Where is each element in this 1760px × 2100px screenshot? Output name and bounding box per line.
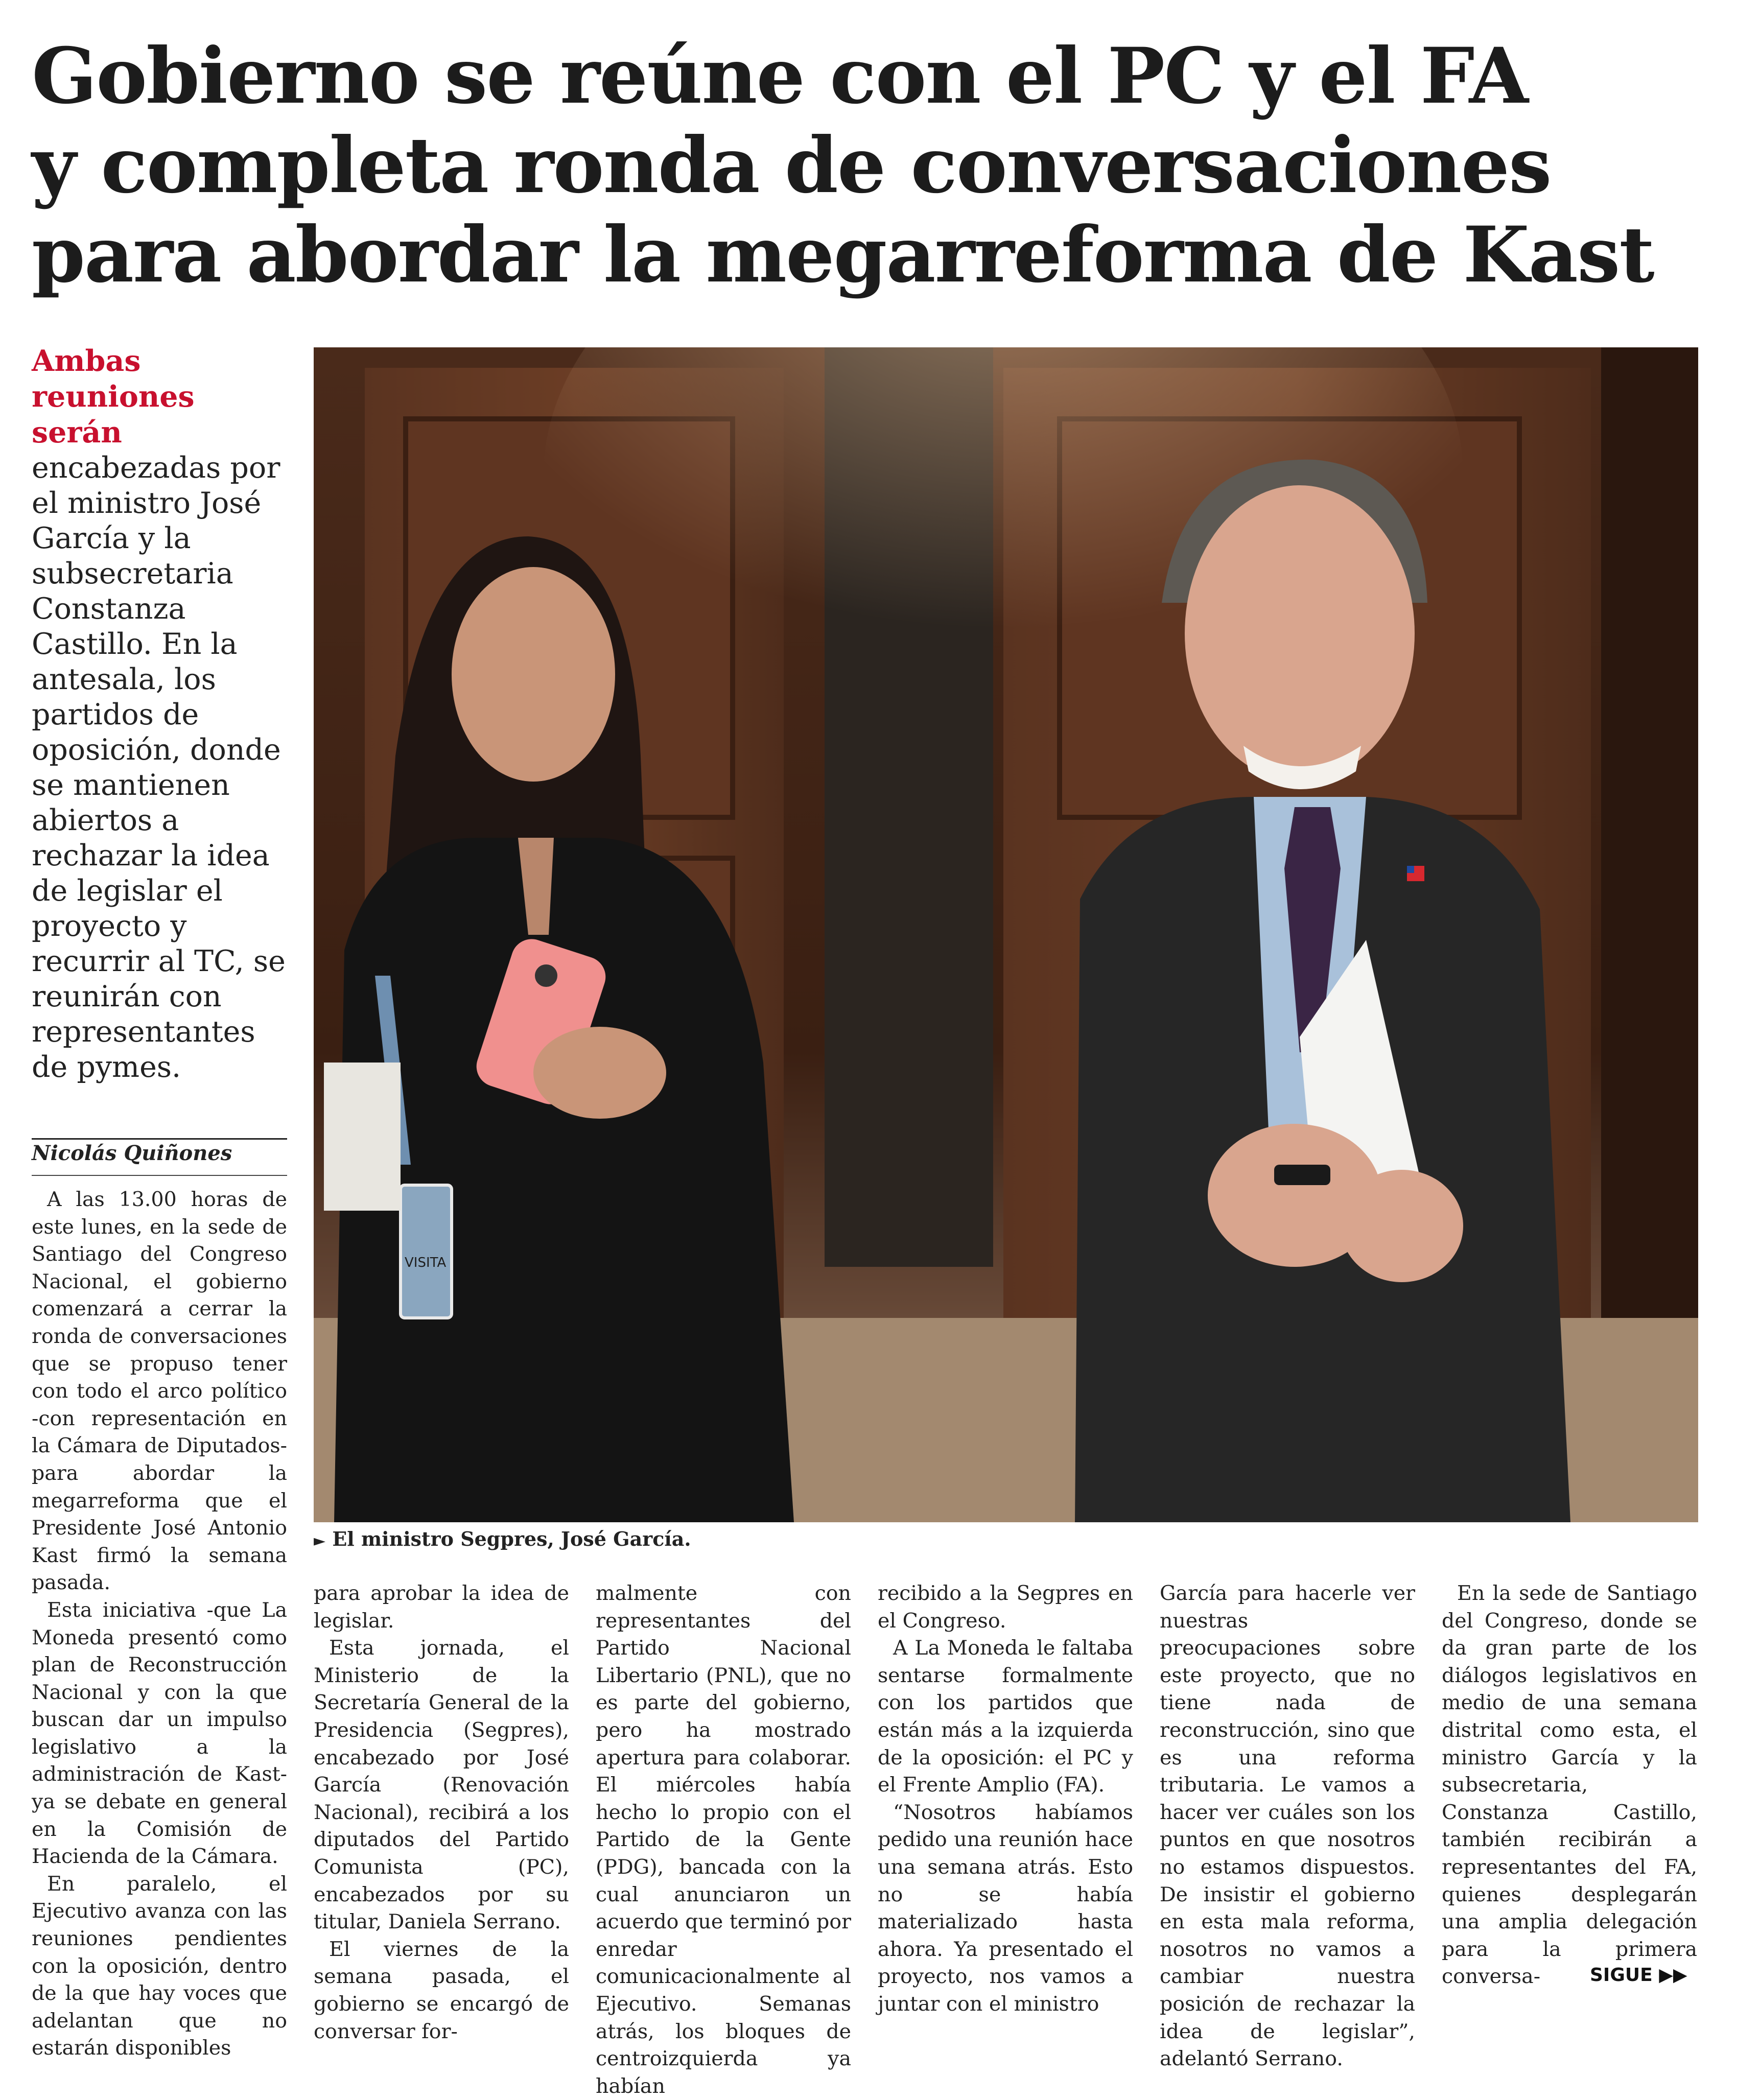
visitor-badge-text: VISITA: [405, 1255, 447, 1270]
caption-marker-icon: ►: [314, 1532, 326, 1550]
body-column-2: [314, 1580, 569, 2045]
byline-rule-top: [32, 1138, 287, 1140]
body-paragraph: El viernes de la semana pasada, el gobierno se encargó de conversar for-: [314, 1937, 569, 2043]
body-paragraph: A La Moneda le faltaba sentarse formalmente con los partidos que están más a la izquierda de la oposición: el PC y el Frente Amplio (FA).: [878, 1636, 1133, 1797]
lead-text: encabezadas por el ministro José García y la subsecretaria Constanza Castillo. En la antesala, los partidos de oposición, donde se mantienen abiertos a rechazar la idea de legislar el proyecto y recurrir al TC, se reunirán con representantes de pymes.: [32, 451, 286, 1084]
body-column-4: [878, 1580, 1133, 2018]
headline-line-3: para abordar la megarreforma de Kast: [32, 210, 1654, 300]
byline-rule-bottom: [32, 1175, 287, 1176]
article-photo: [314, 347, 1698, 1522]
body-column-5: [1160, 1580, 1415, 2073]
headline-line-1: Gobierno se reúne con el PC y el FA: [32, 31, 1528, 121]
continue-indicator: SIGUE ▶▶: [1590, 1965, 1687, 1986]
body-paragraph: Esta iniciativa -que La Moneda presentó como plan de Reconstrucción Nacional y con la que buscan dar un impulso legislativo a la administración de Kast- ya se debate en general en la Comisión de Hacienda de la Cámara.: [32, 1598, 287, 1869]
body-column-6: [1442, 1580, 1697, 1991]
body-paragraph: “Nosotros habíamos pedido una reunión hace una semana atrás. Esto no se había materializado hasta ahora. Ya presentado el proyecto, nos vamos a juntar con el ministro: [878, 1800, 1133, 2016]
body-paragraph: En la sede de Santiago del Congreso, donde se da gran parte de los diálogos legislativos en medio de una semana distrital como esta, el ministro García y la subsecretaria, Constanza Castillo, también recibirán a representantes del FA, quienes desplegarán una amplia delegación para la primera conversa-: [1442, 1582, 1697, 1989]
headline: [32, 32, 1718, 300]
glasses-icon: [1274, 1165, 1330, 1185]
body-paragraph: Esta jornada, el Ministerio de la Secretaría General de la Presidencia (Segpres), encabezado por José García (Renovación Nacional), recibirá a los diputados del Partido Comunista (PC), encabezados por su titular, Daniela Serrano.: [314, 1636, 569, 1934]
caption-text: El ministro Segpres, José García.: [332, 1527, 691, 1550]
body-paragraph: malmente con representantes del Partido Nacional Libertario (PNL), que no es parte del gobierno, pero ha mostrado apertura para colaborar. El miércoles había hecho lo propio con el Partido de la Gente (PDG), bancada con la cual anunciaron un acuerdo que terminó por enredar comunicacionalmente al Ejecutivo. Semanas atrás, los bloques de centroizquierda ya habían: [596, 1582, 851, 2098]
photo-illustration: [314, 347, 1698, 1522]
lead-paragraph: [32, 343, 292, 1085]
body-paragraph: para aprobar la idea de legislar.: [314, 1582, 569, 1633]
body-paragraph: En paralelo, el Ejecutivo avanza con las reuniones pendientes con la oposición, dentro de la que hay voces que adelantan que no estarán disponibles: [32, 1872, 287, 2060]
photo-caption: [314, 1527, 1698, 1550]
body-column-1: [32, 1186, 287, 2062]
lead-kicker: Ambas reuniones serán: [32, 344, 195, 450]
body-paragraph: recibido a la Segpres en el Congreso.: [878, 1582, 1133, 1633]
byline: Nicolás Quiñones: [32, 1141, 232, 1165]
body-paragraph: García para hacerle ver nuestras preocupaciones sobre este proyecto, que no tiene nada de reconstrucción, sino que es una reforma tributaria. Le vamos a hacer ver cuáles son los puntos en que nosotros no estamos dispuestos. De insistir el gobierno en esta mala reforma, nosotros no vamos a cambiar nuestra posición de rechazar la idea de legislar”, adelantó Serrano.: [1160, 1582, 1415, 2071]
body-paragraph: A las 13.00 horas de este lunes, en la sede de Santiago del Congreso Nacional, el gobierno comenzará a cerrar la ronda de conversaciones que se propuso tener con todo el arco político -con representación en la Cámara de Diputados- para abordar la megarreforma que el Presidente José Antonio Kast firmó la semana pasada.: [32, 1188, 287, 1595]
body-column-3: [596, 1580, 851, 2100]
headline-line-2: y completa ronda de conversaciones: [32, 121, 1551, 210]
